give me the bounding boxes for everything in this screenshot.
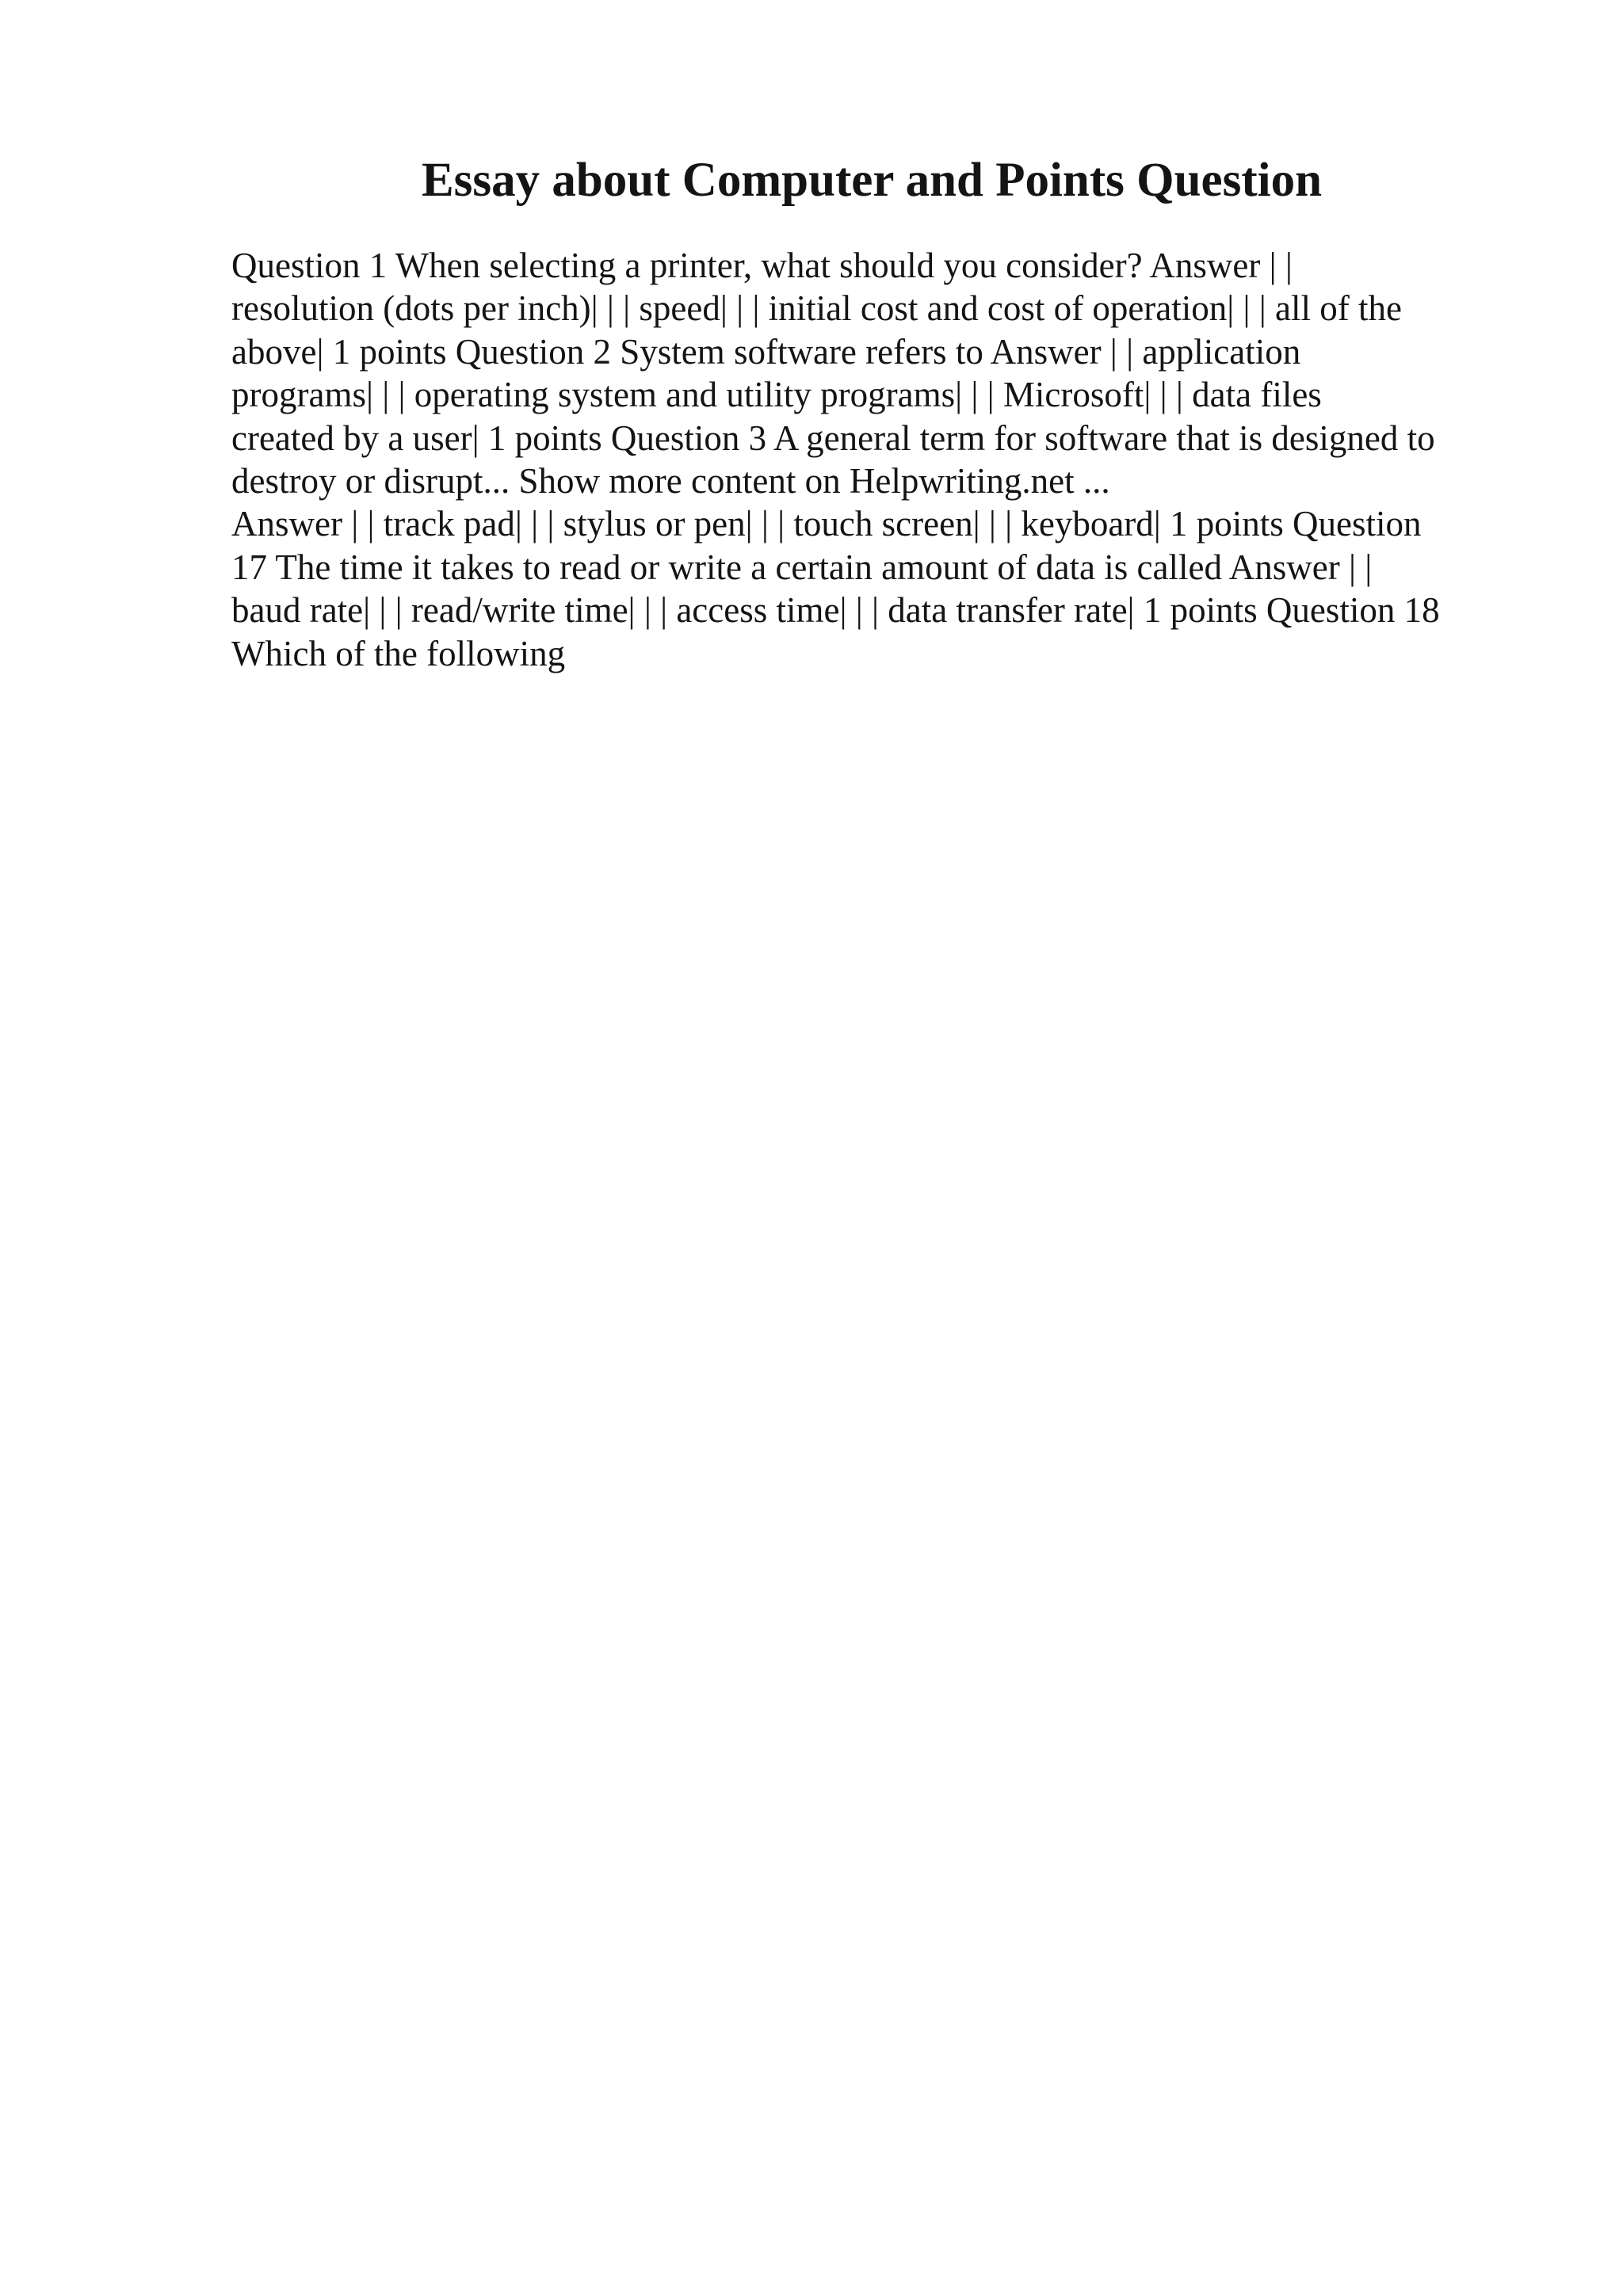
body-line: Answer | | track pad| | | stylus or pen| | | touch screen| | | keyboard| 1 points Question [231,504,1422,544]
body-line: above| 1 points Question 2 System software refers to Answer | | application [231,331,1301,372]
document-body [231,244,1610,675]
body-line: Which of the following [231,633,566,673]
body-line: baud rate| | | read/write time| | | access time| | | data transfer rate| 1 points Question 18 [231,590,1440,631]
body-line: destroy or disrupt... Show more content on Helpwriting.net ... [231,461,1110,502]
body-line: 17 The time it takes to read or write a certain amount of data is called Answer | | [231,547,1373,587]
body-line: programs| | | operating system and utility programs| | | Microsoft| | | data files [231,375,1322,415]
body-line: Question 1 When selecting a printer, what should you consider? Answer | | [231,246,1293,285]
body-line: resolution (dots per inch)| | | speed| | | initial cost and cost of operation| | | all of the [231,288,1402,329]
document-title: Essay about Computer and Points Question [421,154,1323,207]
body-line: created by a user| 1 points Question 3 A general term for software that is designed to [231,418,1435,458]
